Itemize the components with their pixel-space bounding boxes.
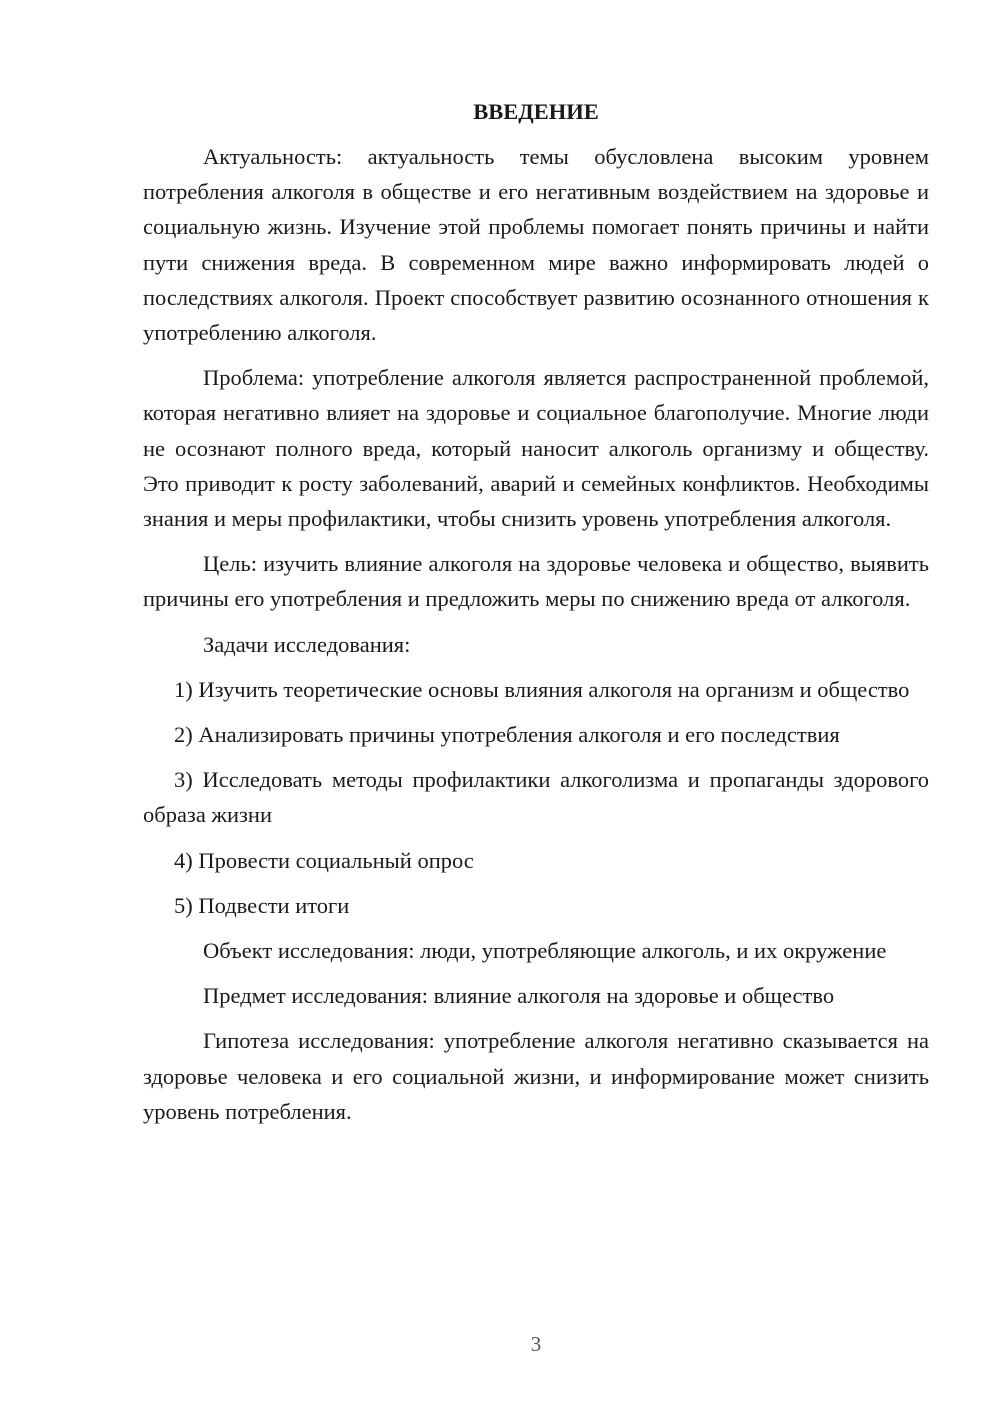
task-item: 3) Исследовать методы профилактики алкоголизма и пропаганды здорового образа жизни xyxy=(143,767,929,828)
page-number: 3 xyxy=(530,1332,542,1356)
section-title: ВВЕДЕНИЕ xyxy=(473,99,599,124)
paragraph-goal: Цель: изучить влияние алкоголя на здоровье человека и общество, выявить причины его употребления и предложить меры по снижению вреда от алкоголя. xyxy=(143,551,929,612)
task-item: 4) Провести социальный опрос xyxy=(174,847,474,873)
paragraph-hypothesis: Гипотеза исследования: употребление алкоголя негативно сказывается на здоровье человека и его социальной жизни, и информирование может снизить уровень потребления. xyxy=(143,1028,929,1124)
paragraph-object: Объект исследования: люди, употребляющие алкоголь, и их окружение xyxy=(203,938,887,964)
task-item: 2) Анализировать причины употребления алкоголя и его последствия xyxy=(174,722,840,748)
task-item: 1) Изучить теоретические основы влияния алкоголя на организм и общество xyxy=(174,676,910,702)
document-body xyxy=(143,96,929,1139)
tasks-heading: Задачи исследования: xyxy=(203,631,411,657)
task-item: 5) Подвести итоги xyxy=(174,892,350,918)
paragraph-subject: Предмет исследования: влияние алкоголя на здоровье и общество xyxy=(203,983,835,1009)
paragraph-problem: Проблема: употребление алкоголя является распространенной проблемой, которая негативно влияет на здоровье и социальное благополучие. Многие люди не осознают полного вреда, который наносит алкоголь организму и обществу. Это приводит к росту заболеваний, аварий и семейных конфликтов. Необходимы знания и меры профилактики, чтобы снизить уровень употребления алкоголя. xyxy=(143,365,929,532)
paragraph-relevance: Актуальность: актуальность темы обусловлена высоким уровнем потребления алкоголя в обществе и его негативным воздействием на здоровье и социальную жизнь. Изучение этой проблемы помогает понять причины и найти пути снижения вреда. В современном мире важно информировать людей о последствиях алкоголя. Проект способствует развитию осознанного отношения к употреблению алкоголя. xyxy=(143,144,929,346)
